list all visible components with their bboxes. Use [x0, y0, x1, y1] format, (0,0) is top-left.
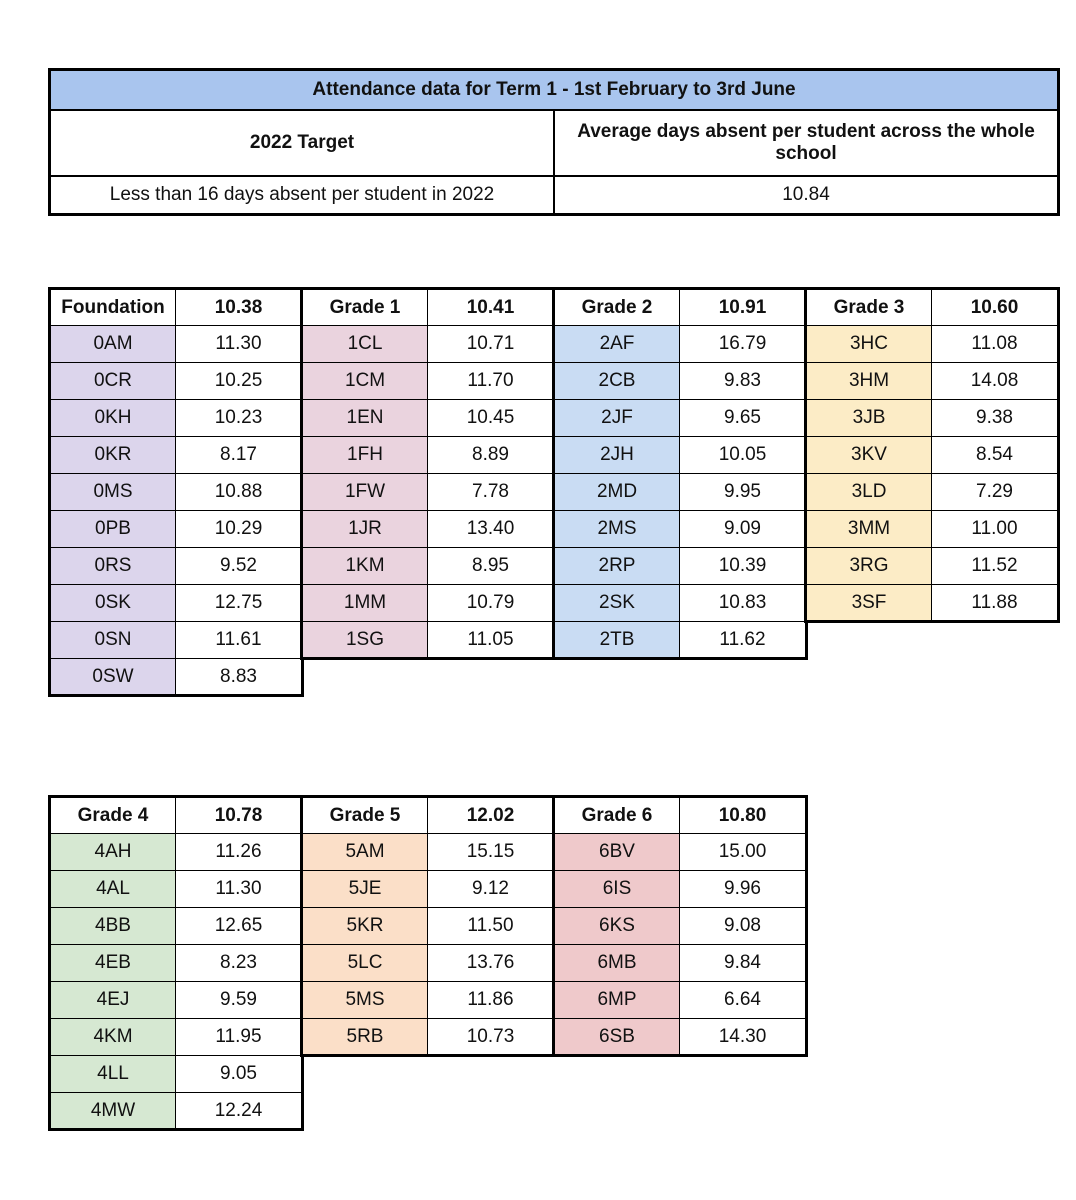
class-code: 4KM — [50, 1019, 176, 1056]
table-row — [302, 326, 555, 363]
table-row — [806, 437, 1059, 474]
class-code: 1CL — [302, 326, 428, 363]
class-average-days-absent: 12.75 — [176, 585, 303, 622]
class-code: 5LC — [302, 945, 428, 982]
grade-header-row — [554, 797, 807, 834]
class-average-days-absent: 10.39 — [680, 548, 807, 585]
class-average-days-absent: 9.96 — [680, 871, 807, 908]
class-code: 3HC — [806, 326, 932, 363]
class-average-days-absent: 10.88 — [176, 474, 303, 511]
class-average-days-absent: 11.62 — [680, 622, 807, 659]
class-average-days-absent: 10.29 — [176, 511, 303, 548]
class-code: 1FH — [302, 437, 428, 474]
class-code: 1KM — [302, 548, 428, 585]
class-average-days-absent: 10.83 — [680, 585, 807, 622]
table-row — [806, 511, 1059, 548]
class-code: 5KR — [302, 908, 428, 945]
grade-table-grade-4 — [48, 795, 304, 1131]
class-code: 2AF — [554, 326, 680, 363]
class-code: 4AH — [50, 834, 176, 871]
class-code: 3MM — [806, 511, 932, 548]
class-average-days-absent: 9.59 — [176, 982, 303, 1019]
grade-table-grade-5 — [300, 795, 556, 1057]
class-code: 6IS — [554, 871, 680, 908]
grade-name: Grade 2 — [554, 289, 680, 326]
table-row — [50, 585, 303, 622]
class-code: 3RG — [806, 548, 932, 585]
class-average-days-absent: 8.83 — [176, 659, 303, 696]
average-value: 10.84 — [782, 184, 830, 205]
class-code: 3LD — [806, 474, 932, 511]
table-row — [50, 622, 303, 659]
table-row — [806, 585, 1059, 622]
class-average-days-absent: 9.38 — [932, 400, 1059, 437]
class-code: 0SN — [50, 622, 176, 659]
class-code: 6BV — [554, 834, 680, 871]
grade-table-grade-3 — [804, 287, 1060, 623]
grade-average: 10.60 — [932, 289, 1059, 326]
class-code: 0CR — [50, 363, 176, 400]
class-average-days-absent: 8.17 — [176, 437, 303, 474]
class-average-days-absent: 7.29 — [932, 474, 1059, 511]
grade-name: Grade 1 — [302, 289, 428, 326]
class-average-days-absent: 9.65 — [680, 400, 807, 437]
class-code: 6MP — [554, 982, 680, 1019]
table-row — [302, 834, 555, 871]
class-average-days-absent: 8.23 — [176, 945, 303, 982]
table-row — [50, 834, 303, 871]
table-row — [554, 363, 807, 400]
class-code: 0MS — [50, 474, 176, 511]
class-average-days-absent: 14.30 — [680, 1019, 807, 1056]
class-code: 6SB — [554, 1019, 680, 1056]
class-code: 1EN — [302, 400, 428, 437]
class-code: 1SG — [302, 622, 428, 659]
grade-table-foundation — [48, 287, 304, 697]
table-row — [554, 548, 807, 585]
class-average-days-absent: 10.45 — [428, 400, 555, 437]
target-value: Less than 16 days absent per student in 2022 — [51, 177, 555, 213]
class-average-days-absent: 10.73 — [428, 1019, 555, 1056]
class-code: 5MS — [302, 982, 428, 1019]
class-average-days-absent: 11.30 — [176, 326, 303, 363]
table-row — [50, 511, 303, 548]
class-code: 2RP — [554, 548, 680, 585]
class-code: 4EJ — [50, 982, 176, 1019]
table-row — [554, 1019, 807, 1056]
summary-header-row — [51, 111, 1057, 177]
table-row — [554, 437, 807, 474]
class-code: 3JB — [806, 400, 932, 437]
grade-average: 10.91 — [680, 289, 807, 326]
grade-header-row — [554, 289, 807, 326]
grade-average: 10.41 — [428, 289, 555, 326]
class-code: 3HM — [806, 363, 932, 400]
class-code: 4BB — [50, 908, 176, 945]
table-row — [50, 474, 303, 511]
class-average-days-absent: 10.23 — [176, 400, 303, 437]
grade-header-row — [50, 289, 303, 326]
table-row — [302, 511, 555, 548]
class-code: 3KV — [806, 437, 932, 474]
class-average-days-absent: 11.30 — [176, 871, 303, 908]
class-average-days-absent: 11.70 — [428, 363, 555, 400]
table-row — [302, 400, 555, 437]
grade-table-grade-2 — [552, 287, 808, 660]
class-code: 2SK — [554, 585, 680, 622]
table-row — [806, 548, 1059, 585]
class-average-days-absent: 12.24 — [176, 1093, 303, 1130]
class-code: 2TB — [554, 622, 680, 659]
table-row — [302, 871, 555, 908]
table-row — [302, 474, 555, 511]
class-average-days-absent: 10.05 — [680, 437, 807, 474]
class-code: 0SW — [50, 659, 176, 696]
grade-table-grade-6 — [552, 795, 808, 1057]
class-average-days-absent: 11.50 — [428, 908, 555, 945]
class-average-days-absent: 9.09 — [680, 511, 807, 548]
table-row — [50, 363, 303, 400]
table-row — [554, 400, 807, 437]
class-code: 1JR — [302, 511, 428, 548]
class-code: 1FW — [302, 474, 428, 511]
class-average-days-absent: 11.95 — [176, 1019, 303, 1056]
table-row — [806, 326, 1059, 363]
table-row — [50, 871, 303, 908]
grade-table-grade-1 — [300, 287, 556, 660]
class-code: 0SK — [50, 585, 176, 622]
table-row — [50, 437, 303, 474]
grade-header-row — [302, 289, 555, 326]
table-row — [554, 585, 807, 622]
table-row — [50, 908, 303, 945]
table-row — [554, 945, 807, 982]
table-row — [302, 982, 555, 1019]
grade-name: Grade 4 — [50, 797, 176, 834]
class-average-days-absent: 7.78 — [428, 474, 555, 511]
grade-name: Grade 5 — [302, 797, 428, 834]
class-code: 0KH — [50, 400, 176, 437]
class-average-days-absent: 16.79 — [680, 326, 807, 363]
table-row — [554, 908, 807, 945]
table-row — [50, 982, 303, 1019]
table-row — [554, 511, 807, 548]
grade-average: 10.78 — [176, 797, 303, 834]
table-row — [554, 834, 807, 871]
class-average-days-absent: 12.65 — [176, 908, 303, 945]
class-code: 0AM — [50, 326, 176, 363]
table-row — [50, 659, 303, 696]
class-code: 2CB — [554, 363, 680, 400]
class-average-days-absent: 11.08 — [932, 326, 1059, 363]
class-average-days-absent: 8.89 — [428, 437, 555, 474]
table-row — [554, 474, 807, 511]
table-row — [806, 474, 1059, 511]
class-average-days-absent: 11.05 — [428, 622, 555, 659]
class-code: 5RB — [302, 1019, 428, 1056]
table-row — [554, 622, 807, 659]
class-average-days-absent: 9.08 — [680, 908, 807, 945]
class-code: 6KS — [554, 908, 680, 945]
class-average-days-absent: 10.71 — [428, 326, 555, 363]
class-code: 5AM — [302, 834, 428, 871]
table-row — [50, 400, 303, 437]
class-average-days-absent: 9.52 — [176, 548, 303, 585]
grade-name: Grade 3 — [806, 289, 932, 326]
table-row — [50, 1019, 303, 1056]
table-row — [554, 326, 807, 363]
class-average-days-absent: 9.95 — [680, 474, 807, 511]
class-average-days-absent: 13.40 — [428, 511, 555, 548]
grade-header-row — [50, 797, 303, 834]
class-code: 2MD — [554, 474, 680, 511]
class-average-days-absent: 15.00 — [680, 834, 807, 871]
table-row — [554, 982, 807, 1019]
class-average-days-absent: 9.12 — [428, 871, 555, 908]
table-row — [302, 437, 555, 474]
class-code: 2MS — [554, 511, 680, 548]
class-code: 3SF — [806, 585, 932, 622]
class-code: 1CM — [302, 363, 428, 400]
table-row — [302, 1019, 555, 1056]
table-row — [806, 363, 1059, 400]
table-row — [50, 945, 303, 982]
class-average-days-absent: 9.84 — [680, 945, 807, 982]
table-row — [50, 548, 303, 585]
table-row — [302, 585, 555, 622]
class-average-days-absent: 11.26 — [176, 834, 303, 871]
class-average-days-absent: 8.54 — [932, 437, 1059, 474]
class-code: 1MM — [302, 585, 428, 622]
class-code: 4LL — [50, 1056, 176, 1093]
class-code: 0RS — [50, 548, 176, 585]
grade-name: Foundation — [50, 289, 176, 326]
grade-header-row — [806, 289, 1059, 326]
class-average-days-absent: 15.15 — [428, 834, 555, 871]
class-average-days-absent: 11.00 — [932, 511, 1059, 548]
class-code: 0PB — [50, 511, 176, 548]
class-average-days-absent: 6.64 — [680, 982, 807, 1019]
summary-value-row — [51, 177, 1057, 213]
target-header: 2022 Target — [51, 111, 555, 175]
class-average-days-absent: 8.95 — [428, 548, 555, 585]
class-code: 5JE — [302, 871, 428, 908]
class-average-days-absent: 9.83 — [680, 363, 807, 400]
grade-average: 10.38 — [176, 289, 303, 326]
table-row — [302, 548, 555, 585]
grade-name: Grade 6 — [554, 797, 680, 834]
table-row — [302, 622, 555, 659]
table-row — [806, 400, 1059, 437]
table-row — [302, 945, 555, 982]
class-code: 6MB — [554, 945, 680, 982]
class-code: 2JH — [554, 437, 680, 474]
average-header: Average days absent per student across the whole school — [577, 121, 1035, 164]
class-average-days-absent: 10.25 — [176, 363, 303, 400]
class-average-days-absent: 11.88 — [932, 585, 1059, 622]
table-row — [50, 1056, 303, 1093]
class-average-days-absent: 9.05 — [176, 1056, 303, 1093]
class-average-days-absent: 11.86 — [428, 982, 555, 1019]
class-average-days-absent: 10.79 — [428, 585, 555, 622]
table-row — [50, 326, 303, 363]
table-row — [302, 908, 555, 945]
summary-table — [48, 68, 1060, 216]
class-code: 4MW — [50, 1093, 176, 1130]
table-row — [50, 1093, 303, 1130]
table-row — [302, 363, 555, 400]
class-average-days-absent: 14.08 — [932, 363, 1059, 400]
grade-header-row — [302, 797, 555, 834]
grade-average: 12.02 — [428, 797, 555, 834]
class-average-days-absent: 11.61 — [176, 622, 303, 659]
class-code: 2JF — [554, 400, 680, 437]
table-row — [554, 871, 807, 908]
class-code: 4EB — [50, 945, 176, 982]
grade-average: 10.80 — [680, 797, 807, 834]
class-code: 0KR — [50, 437, 176, 474]
summary-title: Attendance data for Term 1 - 1st February to 3rd June — [51, 71, 1057, 111]
class-code: 4AL — [50, 871, 176, 908]
class-average-days-absent: 13.76 — [428, 945, 555, 982]
class-average-days-absent: 11.52 — [932, 548, 1059, 585]
